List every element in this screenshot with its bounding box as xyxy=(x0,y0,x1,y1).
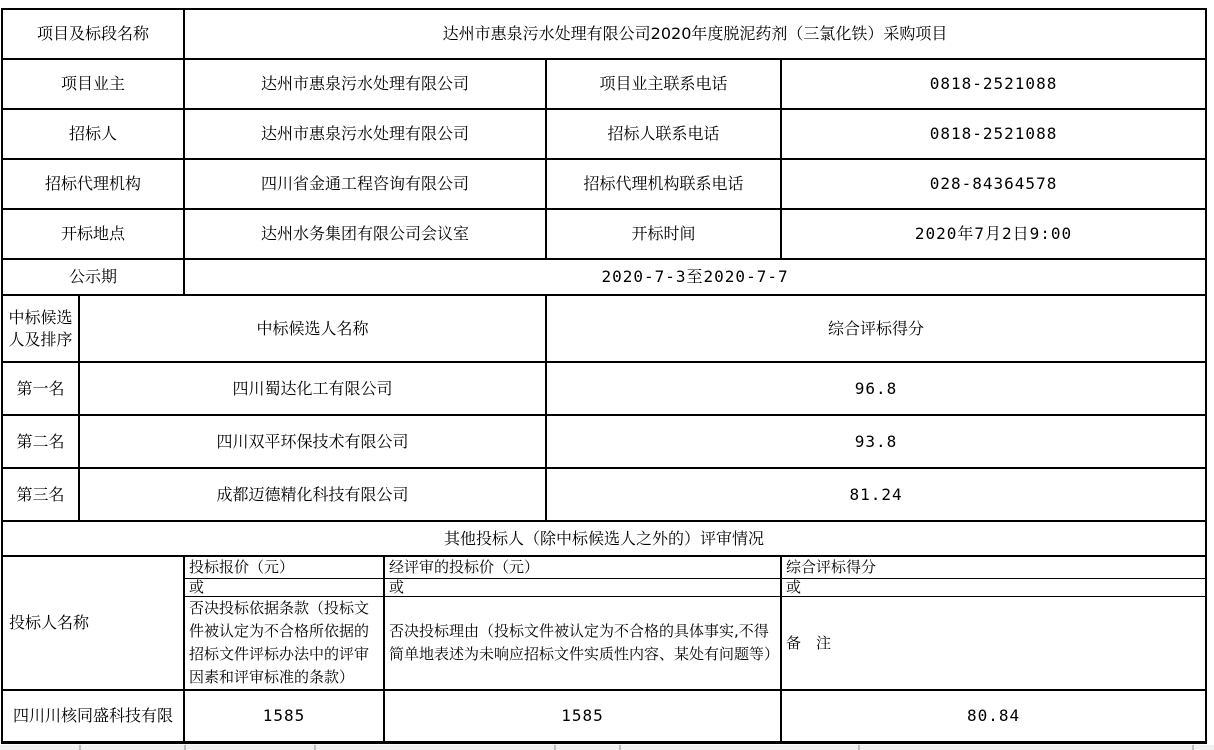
project-title-label: 项目及标段名称 xyxy=(2,9,184,59)
project-title-value: 达州市惠泉污水处理有限公司2020年度脱泥药剂（三氯化铁）采购项目 xyxy=(184,9,1206,59)
candidate-rank: 第二名 xyxy=(2,415,79,468)
cutoff-row-tick xyxy=(858,745,860,750)
cutoff-row-tick xyxy=(79,745,81,750)
cutoff-row-tick xyxy=(619,745,621,750)
candidate-row-2 xyxy=(2,415,1206,468)
opening-time-label: 开标时间 xyxy=(546,209,781,259)
publicity-label: 公示期 xyxy=(2,259,184,295)
cutoff-row-tick xyxy=(184,745,186,750)
candidate-name: 四川蜀达化工有限公司 xyxy=(79,362,546,415)
cutoff-next-row xyxy=(0,745,1214,750)
publicity-value: 2020-7-3至2020-7-7 xyxy=(184,259,1206,295)
other-bidders-header-row-top xyxy=(2,556,1206,579)
cutoff-row-tick xyxy=(554,745,556,750)
owner-row xyxy=(2,59,1206,109)
owner-phone-value: 0818-2521088 xyxy=(781,59,1206,109)
agency-phone-label: 招标代理机构联系电话 xyxy=(546,159,781,209)
other-bidders-section-row xyxy=(2,521,1206,556)
agency-label: 招标代理机构 xyxy=(2,159,184,209)
opening-place-label: 开标地点 xyxy=(2,209,184,259)
candidate-name-header: 中标候选人名称 xyxy=(79,295,546,362)
agency-phone-value: 028-84364578 xyxy=(781,159,1206,209)
tenderer-phone-value: 0818-2521088 xyxy=(781,109,1206,159)
bid-price-header: 投标报价（元） xyxy=(184,556,384,579)
other-bidder-evaluated-bid: 1585 xyxy=(384,690,781,743)
rejection-reason-desc: 否决投标理由（投标文件被认定为不合格的具体事实,不得简单地表述为未响应招标文件实质性内容、某处有问题等） xyxy=(384,597,781,691)
cutoff-row-tick xyxy=(314,745,316,750)
candidate-score: 81.24 xyxy=(546,468,1206,521)
agency-row xyxy=(2,159,1206,209)
score-header: 综合评标得分 xyxy=(781,556,1206,579)
candidate-score-header: 综合评标得分 xyxy=(546,295,1206,362)
other-bidder-score: 80.84 xyxy=(781,690,1206,743)
candidate-score: 96.8 xyxy=(546,362,1206,415)
candidate-rank: 第三名 xyxy=(2,468,79,521)
other-bidder-name: 四川川核同盛科技有限 xyxy=(2,690,184,743)
bid-announcement-table xyxy=(1,8,1207,744)
tenderer-value: 达州市惠泉污水处理有限公司 xyxy=(184,109,546,159)
other-bidder-bid: 1585 xyxy=(184,690,384,743)
other-bidders-section-title: 其他投标人（除中标候选人之外的）评审情况 xyxy=(2,521,1206,556)
score-or: 或 xyxy=(781,579,1206,597)
publicity-row xyxy=(2,259,1206,295)
candidate-rank: 第一名 xyxy=(2,362,79,415)
cutoff-row-tick xyxy=(1192,745,1194,750)
other-bidder-row-1 xyxy=(2,690,1206,743)
tenderer-phone-label: 招标人联系电话 xyxy=(546,109,781,159)
bid-price-or: 或 xyxy=(184,579,384,597)
candidate-rank-header: 中标候选人及排序 xyxy=(2,295,79,362)
candidates-header-row xyxy=(2,295,1206,362)
rejection-clause-desc: 否决投标依据条款（投标文件被认定为不合格所依据的招标文件评标办法中的评审因素和评审标准的条款） xyxy=(184,597,384,691)
evaluated-price-header: 经评审的投标价（元） xyxy=(384,556,781,579)
tenderer-label: 招标人 xyxy=(2,109,184,159)
owner-phone-label: 项目业主联系电话 xyxy=(546,59,781,109)
tenderer-row xyxy=(2,109,1206,159)
owner-value: 达州市惠泉污水处理有限公司 xyxy=(184,59,546,109)
candidate-name: 成都迈德精化科技有限公司 xyxy=(79,468,546,521)
agency-value: 四川省金通工程咨询有限公司 xyxy=(184,159,546,209)
remark-header: 备 注 xyxy=(781,597,1206,691)
opening-row xyxy=(2,209,1206,259)
opening-place-value: 达州水务集团有限公司会议室 xyxy=(184,209,546,259)
candidate-row-3 xyxy=(2,468,1206,521)
evaluated-price-or: 或 xyxy=(384,579,781,597)
owner-label: 项目业主 xyxy=(2,59,184,109)
bidder-name-header: 投标人名称 xyxy=(2,556,184,690)
candidate-score: 93.8 xyxy=(546,415,1206,468)
candidate-row-1 xyxy=(2,362,1206,415)
project-title-row xyxy=(2,9,1206,59)
opening-time-value: 2020年7月2日9:00 xyxy=(781,209,1206,259)
candidate-name: 四川双平环保技术有限公司 xyxy=(79,415,546,468)
